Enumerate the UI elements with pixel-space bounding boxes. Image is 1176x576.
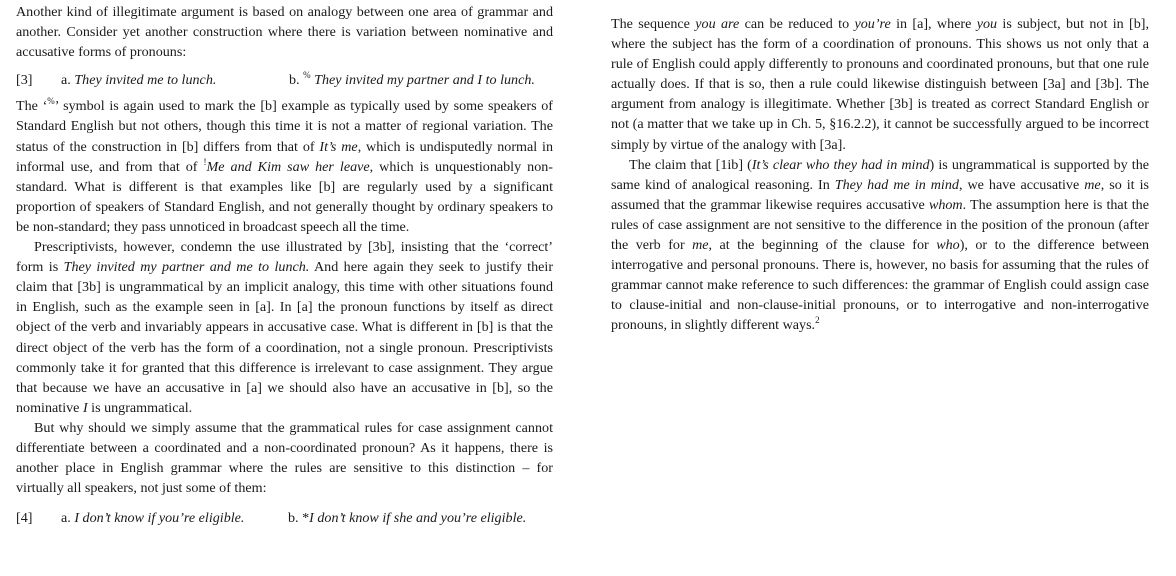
example-number: [3] [16, 72, 33, 89]
text-run: . The assumption here is that the rules of case assignment are not sensitive to the difference in the position of the pronoun (after the verb for [611, 196, 1149, 254]
text-run: , which is undisputedly normal in informal use, and from that of [16, 138, 553, 175]
example-3b [289, 70, 535, 90]
example-number: [4] [16, 510, 33, 527]
text-run: The sequence [611, 16, 696, 32]
example-4 [16, 508, 553, 528]
italic-run: Me and Kim saw her leave [206, 158, 370, 175]
italic-run: They had me in mind [834, 176, 959, 193]
right-column [611, 14, 1149, 336]
italic-run: They invited my partner and me to lunch. [63, 259, 310, 276]
paragraph-sequence-you-are [611, 14, 1149, 155]
text-run: The ‘ [16, 98, 48, 115]
italic-run: me [1084, 176, 1101, 193]
paragraph-percent-symbol [16, 96, 553, 237]
italic-run: I [82, 399, 88, 416]
example-label: b. [288, 510, 299, 527]
text-run: can be reduced to [739, 16, 855, 32]
left-column [16, 2, 553, 528]
ungrammatical-mark: * [302, 510, 310, 527]
example-text: They invited my partner and I to lunch. [314, 72, 535, 89]
superscript-mark: % [47, 96, 55, 107]
paragraph-analogy-intro [16, 2, 553, 62]
example-3 [16, 70, 553, 90]
text-run: is subject, but not in [b], where the subject has the form of a coordination of pronouns. This shows us not only that a rule of English could apply differently to pronouns and coordinated pronouns, but that one rule actually does. If that is so, then a rule could likewise distinguish between [3a] and [3b]. The argument from analogy is illegitimate. Whether [3b] is treated as correct Standard English or not (a matter that we take up in Ch. 5, §16.2.2), it cannot be successfully argued to be incorrect simply by virtue of the analogy with [3a]. [611, 16, 1149, 153]
text-run: But why should we simply assume that the grammatical rules for case assignment cannot differentiate between a coordinated and a non-coordinated pronoun? As it happens, there is another place in English grammar where the rules are sensitive to this distinction – for virtually all speakers, not just some of them: [16, 419, 553, 497]
example-text: I don’t know if she and you’re eligible. [309, 510, 527, 527]
text-run: The claim that [1ib] ( [629, 156, 752, 173]
italic-run: whom [928, 196, 963, 213]
text-run: , at the beginning of the clause for [708, 237, 937, 254]
italic-run: you’re [854, 16, 891, 32]
italic-run: you [976, 16, 998, 32]
superscript-mark: ! [203, 156, 207, 167]
example-4a [61, 508, 288, 528]
superscript-mark: 2 [815, 315, 820, 326]
example-text: I don’t know if you’re eligible. [74, 510, 245, 527]
italic-run: who [936, 237, 960, 254]
italic-run: you are [695, 16, 740, 32]
text-run: , which is unquestionably non-standard. What is different is that examples like [b] are regularly used by a significant proportion of speakers of Standard English, and not generally thought by ordinary speakers to be non-standard; they pass unnoticed in broadcast speech all the time. [16, 158, 553, 235]
text-run: Another kind of illegitimate argument is based on analogy between one area of grammar and another. Consider yet another construction where there is variation between nominative and accusative forms of pronouns: [16, 4, 553, 61]
italic-run: It’s clear who they had in mind [751, 156, 930, 173]
variation-mark: % [303, 70, 311, 81]
text-run: ), or to the difference between interrogative and personal pronouns. There is, however, no basis for assuming that the rules of grammar cannot make reference to such differences: the grammar of English could assign case to clause-initial and non-clause-initial pronouns, or to interrogative and non-interrogative pronouns, in slightly different ways. [611, 237, 1149, 334]
text-run: ’ symbol is again used to mark the [b] example as typically used by some speakers of Standard English but not others, though this time it is not a matter of regional variation. The status of the construction in [b] differs from that of [16, 98, 553, 155]
italic-run: It’s me [319, 138, 358, 155]
text-run: is ungrammatical. [87, 399, 193, 416]
text-run: ) is ungrammatical is supported by the same kind of analogical reasoning. In [611, 156, 1150, 193]
example-label: a. [61, 72, 71, 89]
example-label: a. [61, 510, 71, 527]
paragraph-why-assume [16, 418, 553, 498]
example-3a [61, 70, 289, 90]
text-run: in [a], where [890, 16, 977, 32]
text-run: And here again they seek to justify their claim that [3b] is ungrammatical by an implicit analogy, this time with other situations found in English, such as the example seen in [a]. In [a] the pronoun functions by itself as direct object of the verb and invariably appears in accusative case. What is different in [b] is that the direct object of the verb has the form of a coordination, not a single pronoun. Prescriptivists commonly take it for granted that this difference is irrelevant to case assignment. They argue that because we have an accusative in [a] we should also have an accusative in [b], so the nominative [16, 259, 554, 416]
paragraph-claim-1ib [611, 155, 1149, 336]
example-text: They invited me to lunch. [74, 72, 217, 89]
text-run: , we have accusative [958, 176, 1085, 193]
example-4b [288, 508, 526, 528]
italic-run: me [692, 237, 709, 254]
example-label: b. [289, 72, 300, 89]
text-run: Prescriptivists, however, condemn the use illustrated by [3b], insisting that the ‘correct’ form is [16, 239, 553, 276]
paragraph-prescriptivists [16, 237, 553, 418]
text-run: , so it is assumed that the grammar likewise requires accusative [611, 176, 1150, 213]
